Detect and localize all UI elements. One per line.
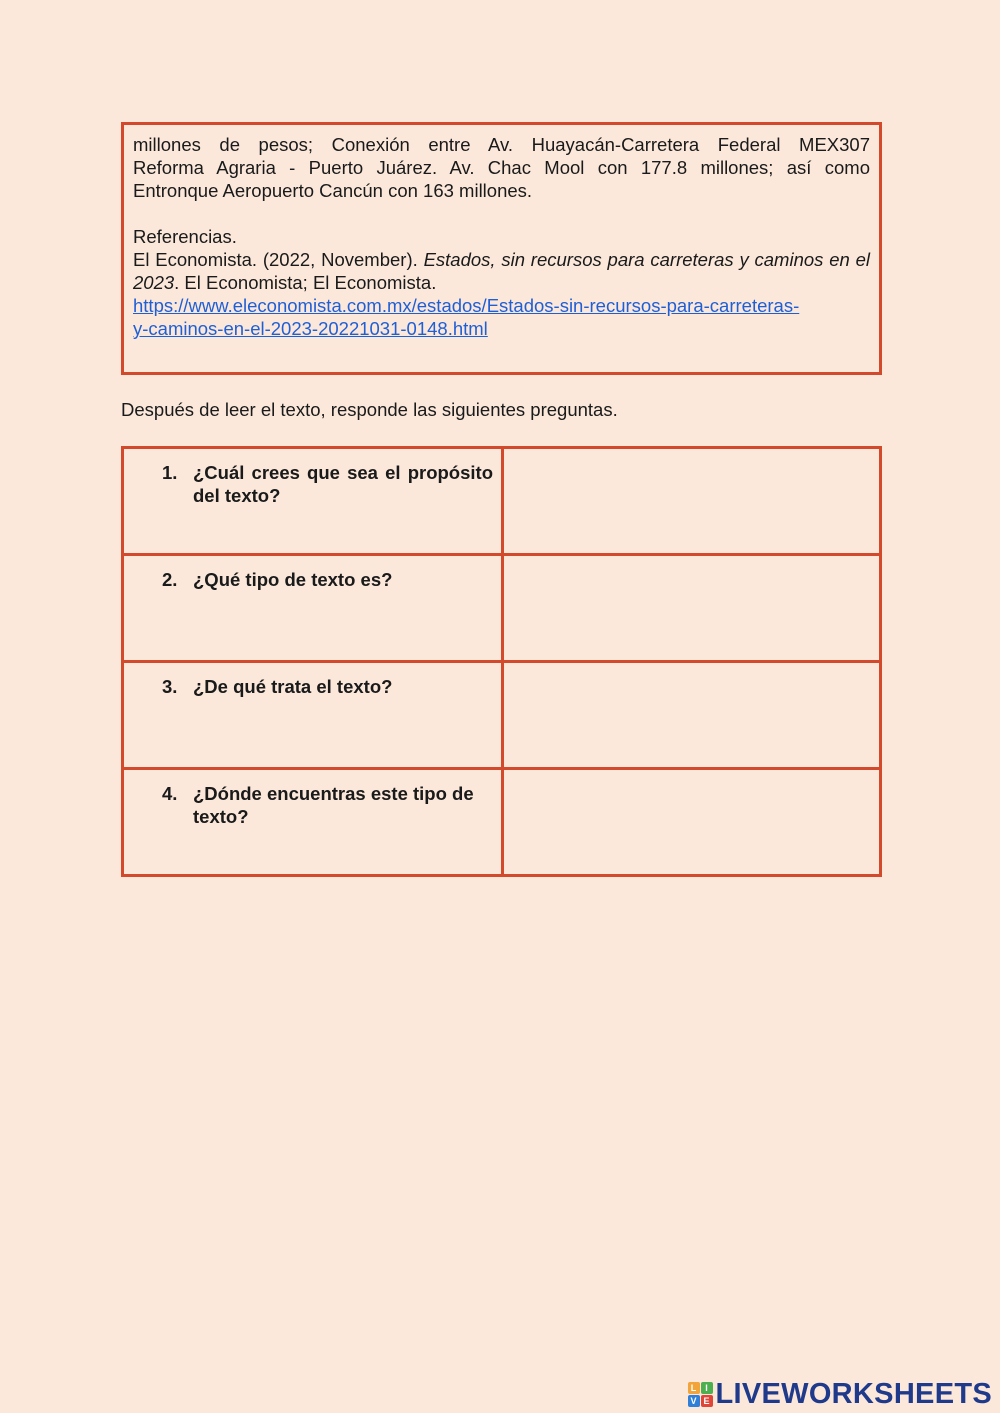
question-row [123, 555, 881, 662]
question-text: ¿Dónde encuentras este tipo de texto? [193, 783, 474, 827]
references-heading: Referencias. [133, 226, 237, 247]
spacer [133, 202, 870, 225]
instructions-text: Después de leer el texto, responde las siguientes preguntas. [121, 399, 618, 420]
question-text: ¿Qué tipo de texto es? [193, 569, 393, 590]
logo-mark-letter: E [701, 1395, 713, 1407]
paragraph-line: Entronque Aeropuerto Cancún con 163 millones. [133, 180, 533, 201]
reference-url-line[interactable]: y-caminos-en-el-2023-20221031-0148.html [133, 318, 488, 339]
question-number: 1. [162, 462, 178, 483]
answer-cell[interactable] [503, 555, 881, 662]
questions-table [121, 446, 882, 877]
paragraph-line: Reforma Agraria - Puerto Juárez. Av. Chac Mool con 177.8 millones; así como [133, 157, 870, 178]
reference-link[interactable] [133, 294, 870, 340]
logo-mark-letter: I [701, 1382, 713, 1394]
question-row [123, 769, 881, 876]
citation-title: Estados, sin recursos para carreteras y caminos en el 2023 [133, 249, 870, 293]
question-number: 4. [162, 783, 178, 804]
logo-mark-letter: V [688, 1395, 700, 1407]
answer-cell[interactable] [503, 769, 881, 876]
liveworksheets-logo [688, 1378, 993, 1411]
citation-authors: El Economista. (2022, November). [133, 249, 424, 270]
question-cell [123, 769, 503, 876]
answer-cell[interactable] [503, 448, 881, 555]
question-cell [123, 448, 503, 555]
question-cell [123, 662, 503, 769]
question-text: ¿De qué trata el texto? [193, 676, 393, 697]
question-text: ¿Cuál crees que sea el propósito del texto? [193, 462, 493, 506]
reading-text-box [121, 122, 882, 375]
question-number: 3. [162, 676, 178, 697]
logo-mark-letter: L [688, 1382, 700, 1394]
answer-cell[interactable] [503, 662, 881, 769]
reference-citation [133, 248, 870, 294]
question-row [123, 448, 881, 555]
question-number: 2. [162, 569, 178, 590]
question-cell [123, 555, 503, 662]
logo-text: LIVEWORKSHEETS [715, 1378, 992, 1410]
logo-mark-icon [688, 1382, 713, 1407]
citation-source: . El Economista; El Economista. [174, 272, 437, 293]
paragraph-line: millones de pesos; Conexión entre Av. Huayacán-Carretera Federal MEX307 [133, 134, 870, 155]
reference-url-line[interactable]: https://www.eleconomista.com.mx/estados/Estados-sin-recursos-para-carreteras- [133, 295, 800, 316]
question-row [123, 662, 881, 769]
